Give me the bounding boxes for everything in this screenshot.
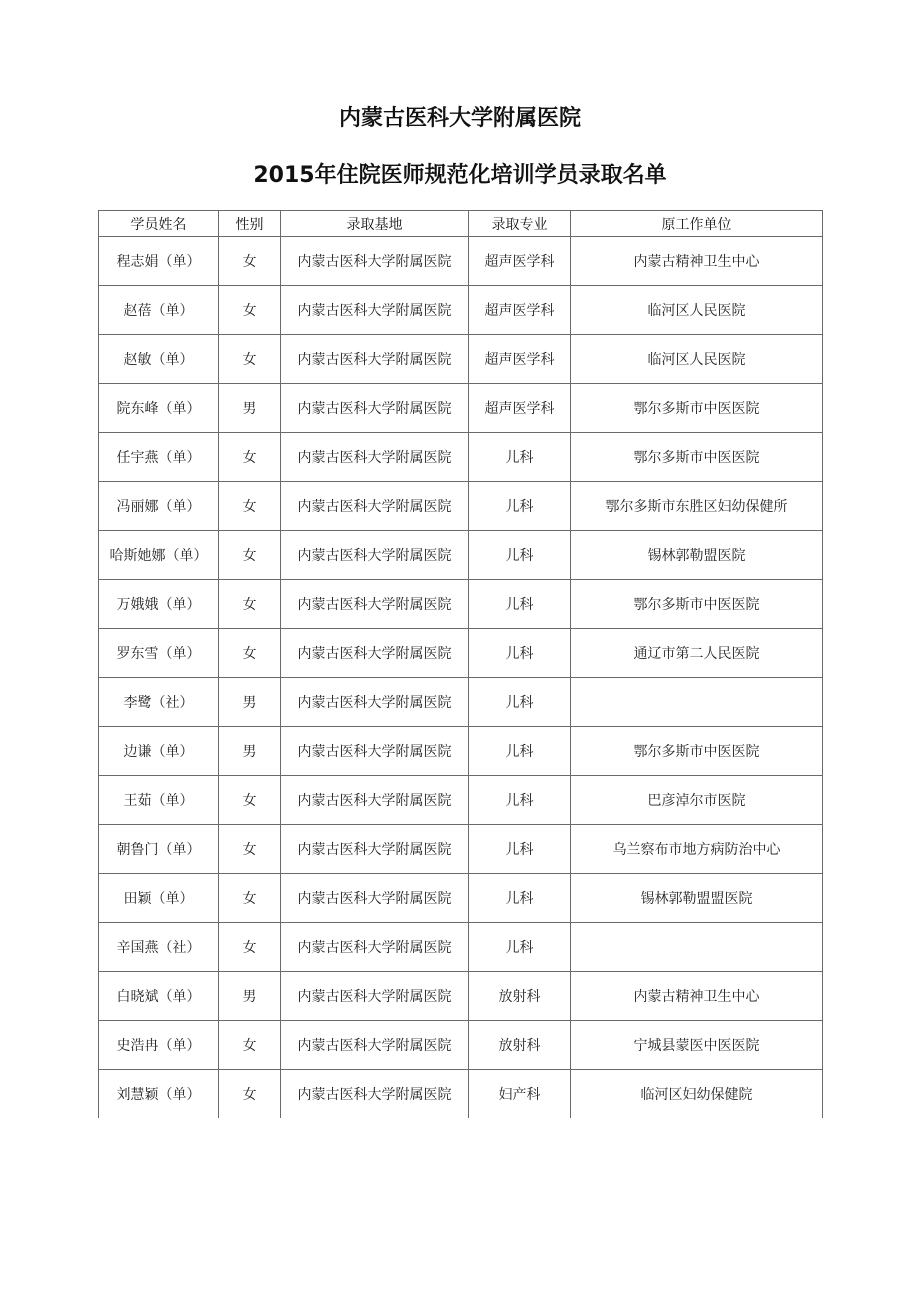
cell-training-base: 内蒙古医科大学附属医院: [281, 629, 469, 678]
admission-roster-table: [98, 210, 823, 1118]
cell-trainee-name: 任宇燕（单）: [99, 433, 219, 482]
cell-specialty: 儿科: [469, 531, 571, 580]
cell-specialty: 儿科: [469, 629, 571, 678]
cell-trainee-name: 罗东雪（单）: [99, 629, 219, 678]
cell-specialty: 儿科: [469, 874, 571, 923]
cell-gender: 女: [219, 776, 281, 825]
cell-trainee-name: 赵蓓（单）: [99, 286, 219, 335]
cell-trainee-name: 李鹭（社）: [99, 678, 219, 727]
cell-training-base: 内蒙古医科大学附属医院: [281, 727, 469, 776]
document-subtitle: 2015年住院医师规范化培训学员录取名单: [253, 163, 667, 188]
cell-trainee-name: 朝鲁门（单）: [99, 825, 219, 874]
cell-gender: 女: [219, 433, 281, 482]
cell-trainee-name: 辛国燕（社）: [99, 923, 219, 972]
cell-original-employer: [571, 678, 823, 727]
cell-training-base: 内蒙古医科大学附属医院: [281, 923, 469, 972]
header-trainee-name: 学员姓名: [99, 211, 219, 237]
cell-gender: 女: [219, 531, 281, 580]
table-row: [99, 1070, 823, 1119]
table-row: [99, 335, 823, 384]
cell-original-employer: 鄂尔多斯市中医医院: [571, 433, 823, 482]
table-row: [99, 776, 823, 825]
table-row: [99, 237, 823, 286]
table-row: [99, 1021, 823, 1070]
cell-specialty: 儿科: [469, 482, 571, 531]
header-specialty: 录取专业: [469, 211, 571, 237]
cell-training-base: 内蒙古医科大学附属医院: [281, 482, 469, 531]
cell-specialty: 儿科: [469, 727, 571, 776]
cell-training-base: 内蒙古医科大学附属医院: [281, 531, 469, 580]
table-row: [99, 825, 823, 874]
cell-specialty: 儿科: [469, 776, 571, 825]
cell-original-employer: 鄂尔多斯市中医医院: [571, 580, 823, 629]
table-body: [99, 237, 823, 1119]
cell-specialty: 放射科: [469, 972, 571, 1021]
table-row: [99, 482, 823, 531]
cell-trainee-name: 白晓斌（单）: [99, 972, 219, 1021]
cell-original-employer: 巴彦淖尔市医院: [571, 776, 823, 825]
cell-trainee-name: 冯丽娜（单）: [99, 482, 219, 531]
cell-specialty: 超声医学科: [469, 237, 571, 286]
cell-training-base: 内蒙古医科大学附属医院: [281, 237, 469, 286]
cell-specialty: 放射科: [469, 1021, 571, 1070]
cell-training-base: 内蒙古医科大学附属医院: [281, 335, 469, 384]
table-row: [99, 433, 823, 482]
cell-gender: 女: [219, 580, 281, 629]
table-row: [99, 972, 823, 1021]
cell-original-employer: 通辽市第二人民医院: [571, 629, 823, 678]
cell-original-employer: 宁城县蒙医中医医院: [571, 1021, 823, 1070]
cell-trainee-name: 田颖（单）: [99, 874, 219, 923]
cell-training-base: 内蒙古医科大学附属医院: [281, 433, 469, 482]
cell-original-employer: 乌兰察布市地方病防治中心: [571, 825, 823, 874]
table-row: [99, 923, 823, 972]
cell-original-employer: [571, 923, 823, 972]
header-original-employer: 原工作单位: [571, 211, 823, 237]
cell-specialty: 儿科: [469, 923, 571, 972]
cell-original-employer: 临河区妇幼保健院: [571, 1070, 823, 1119]
cell-training-base: 内蒙古医科大学附属医院: [281, 580, 469, 629]
cell-gender: 女: [219, 335, 281, 384]
cell-original-employer: 临河区人民医院: [571, 286, 823, 335]
document-title: 内蒙古医科大学附属医院: [338, 106, 581, 131]
cell-original-employer: 鄂尔多斯市中医医院: [571, 384, 823, 433]
table-row: [99, 678, 823, 727]
cell-gender: 男: [219, 727, 281, 776]
cell-specialty: 超声医学科: [469, 286, 571, 335]
cell-trainee-name: 史浩冉（单）: [99, 1021, 219, 1070]
cell-trainee-name: 哈斯她娜（单）: [99, 531, 219, 580]
cell-gender: 女: [219, 629, 281, 678]
cell-original-employer: 临河区人民医院: [571, 335, 823, 384]
header-training-base: 录取基地: [281, 211, 469, 237]
cell-gender: 女: [219, 237, 281, 286]
cell-training-base: 内蒙古医科大学附属医院: [281, 384, 469, 433]
cell-specialty: 儿科: [469, 678, 571, 727]
cell-trainee-name: 边谦（单）: [99, 727, 219, 776]
cell-specialty: 儿科: [469, 433, 571, 482]
table-row: [99, 874, 823, 923]
cell-gender: 男: [219, 678, 281, 727]
cell-training-base: 内蒙古医科大学附属医院: [281, 286, 469, 335]
cell-original-employer: 内蒙古精神卫生中心: [571, 237, 823, 286]
cell-gender: 男: [219, 384, 281, 433]
cell-training-base: 内蒙古医科大学附属医院: [281, 1070, 469, 1119]
cell-original-employer: 锡林郭勒盟盟医院: [571, 874, 823, 923]
cell-original-employer: 鄂尔多斯市中医医院: [571, 727, 823, 776]
cell-training-base: 内蒙古医科大学附属医院: [281, 874, 469, 923]
cell-specialty: 儿科: [469, 825, 571, 874]
cell-original-employer: 鄂尔多斯市东胜区妇幼保健所: [571, 482, 823, 531]
cell-training-base: 内蒙古医科大学附属医院: [281, 825, 469, 874]
table-header-row: [99, 211, 823, 237]
cell-trainee-name: 院东峰（单）: [99, 384, 219, 433]
cell-trainee-name: 万娥娥（单）: [99, 580, 219, 629]
cell-training-base: 内蒙古医科大学附属医院: [281, 678, 469, 727]
cell-specialty: 妇产科: [469, 1070, 571, 1119]
table-row: [99, 727, 823, 776]
cell-original-employer: 锡林郭勒盟医院: [571, 531, 823, 580]
cell-trainee-name: 刘慧颖（单）: [99, 1070, 219, 1119]
table-row: [99, 286, 823, 335]
cell-gender: 女: [219, 1021, 281, 1070]
cell-gender: 女: [219, 874, 281, 923]
cell-specialty: 超声医学科: [469, 384, 571, 433]
cell-trainee-name: 赵敏（单）: [99, 335, 219, 384]
cell-training-base: 内蒙古医科大学附属医院: [281, 776, 469, 825]
cell-trainee-name: 王茹（单）: [99, 776, 219, 825]
cell-gender: 女: [219, 1070, 281, 1119]
table-row: [99, 531, 823, 580]
cell-gender: 女: [219, 923, 281, 972]
cell-gender: 男: [219, 972, 281, 1021]
cell-gender: 女: [219, 482, 281, 531]
cell-specialty: 超声医学科: [469, 335, 571, 384]
table-row: [99, 580, 823, 629]
cell-training-base: 内蒙古医科大学附属医院: [281, 972, 469, 1021]
cell-trainee-name: 程志娟（单）: [99, 237, 219, 286]
cell-gender: 女: [219, 825, 281, 874]
header-gender: 性别: [219, 211, 281, 237]
table-row: [99, 629, 823, 678]
cell-original-employer: 内蒙古精神卫生中心: [571, 972, 823, 1021]
cell-training-base: 内蒙古医科大学附属医院: [281, 1021, 469, 1070]
table-row: [99, 384, 823, 433]
cell-gender: 女: [219, 286, 281, 335]
cell-specialty: 儿科: [469, 580, 571, 629]
